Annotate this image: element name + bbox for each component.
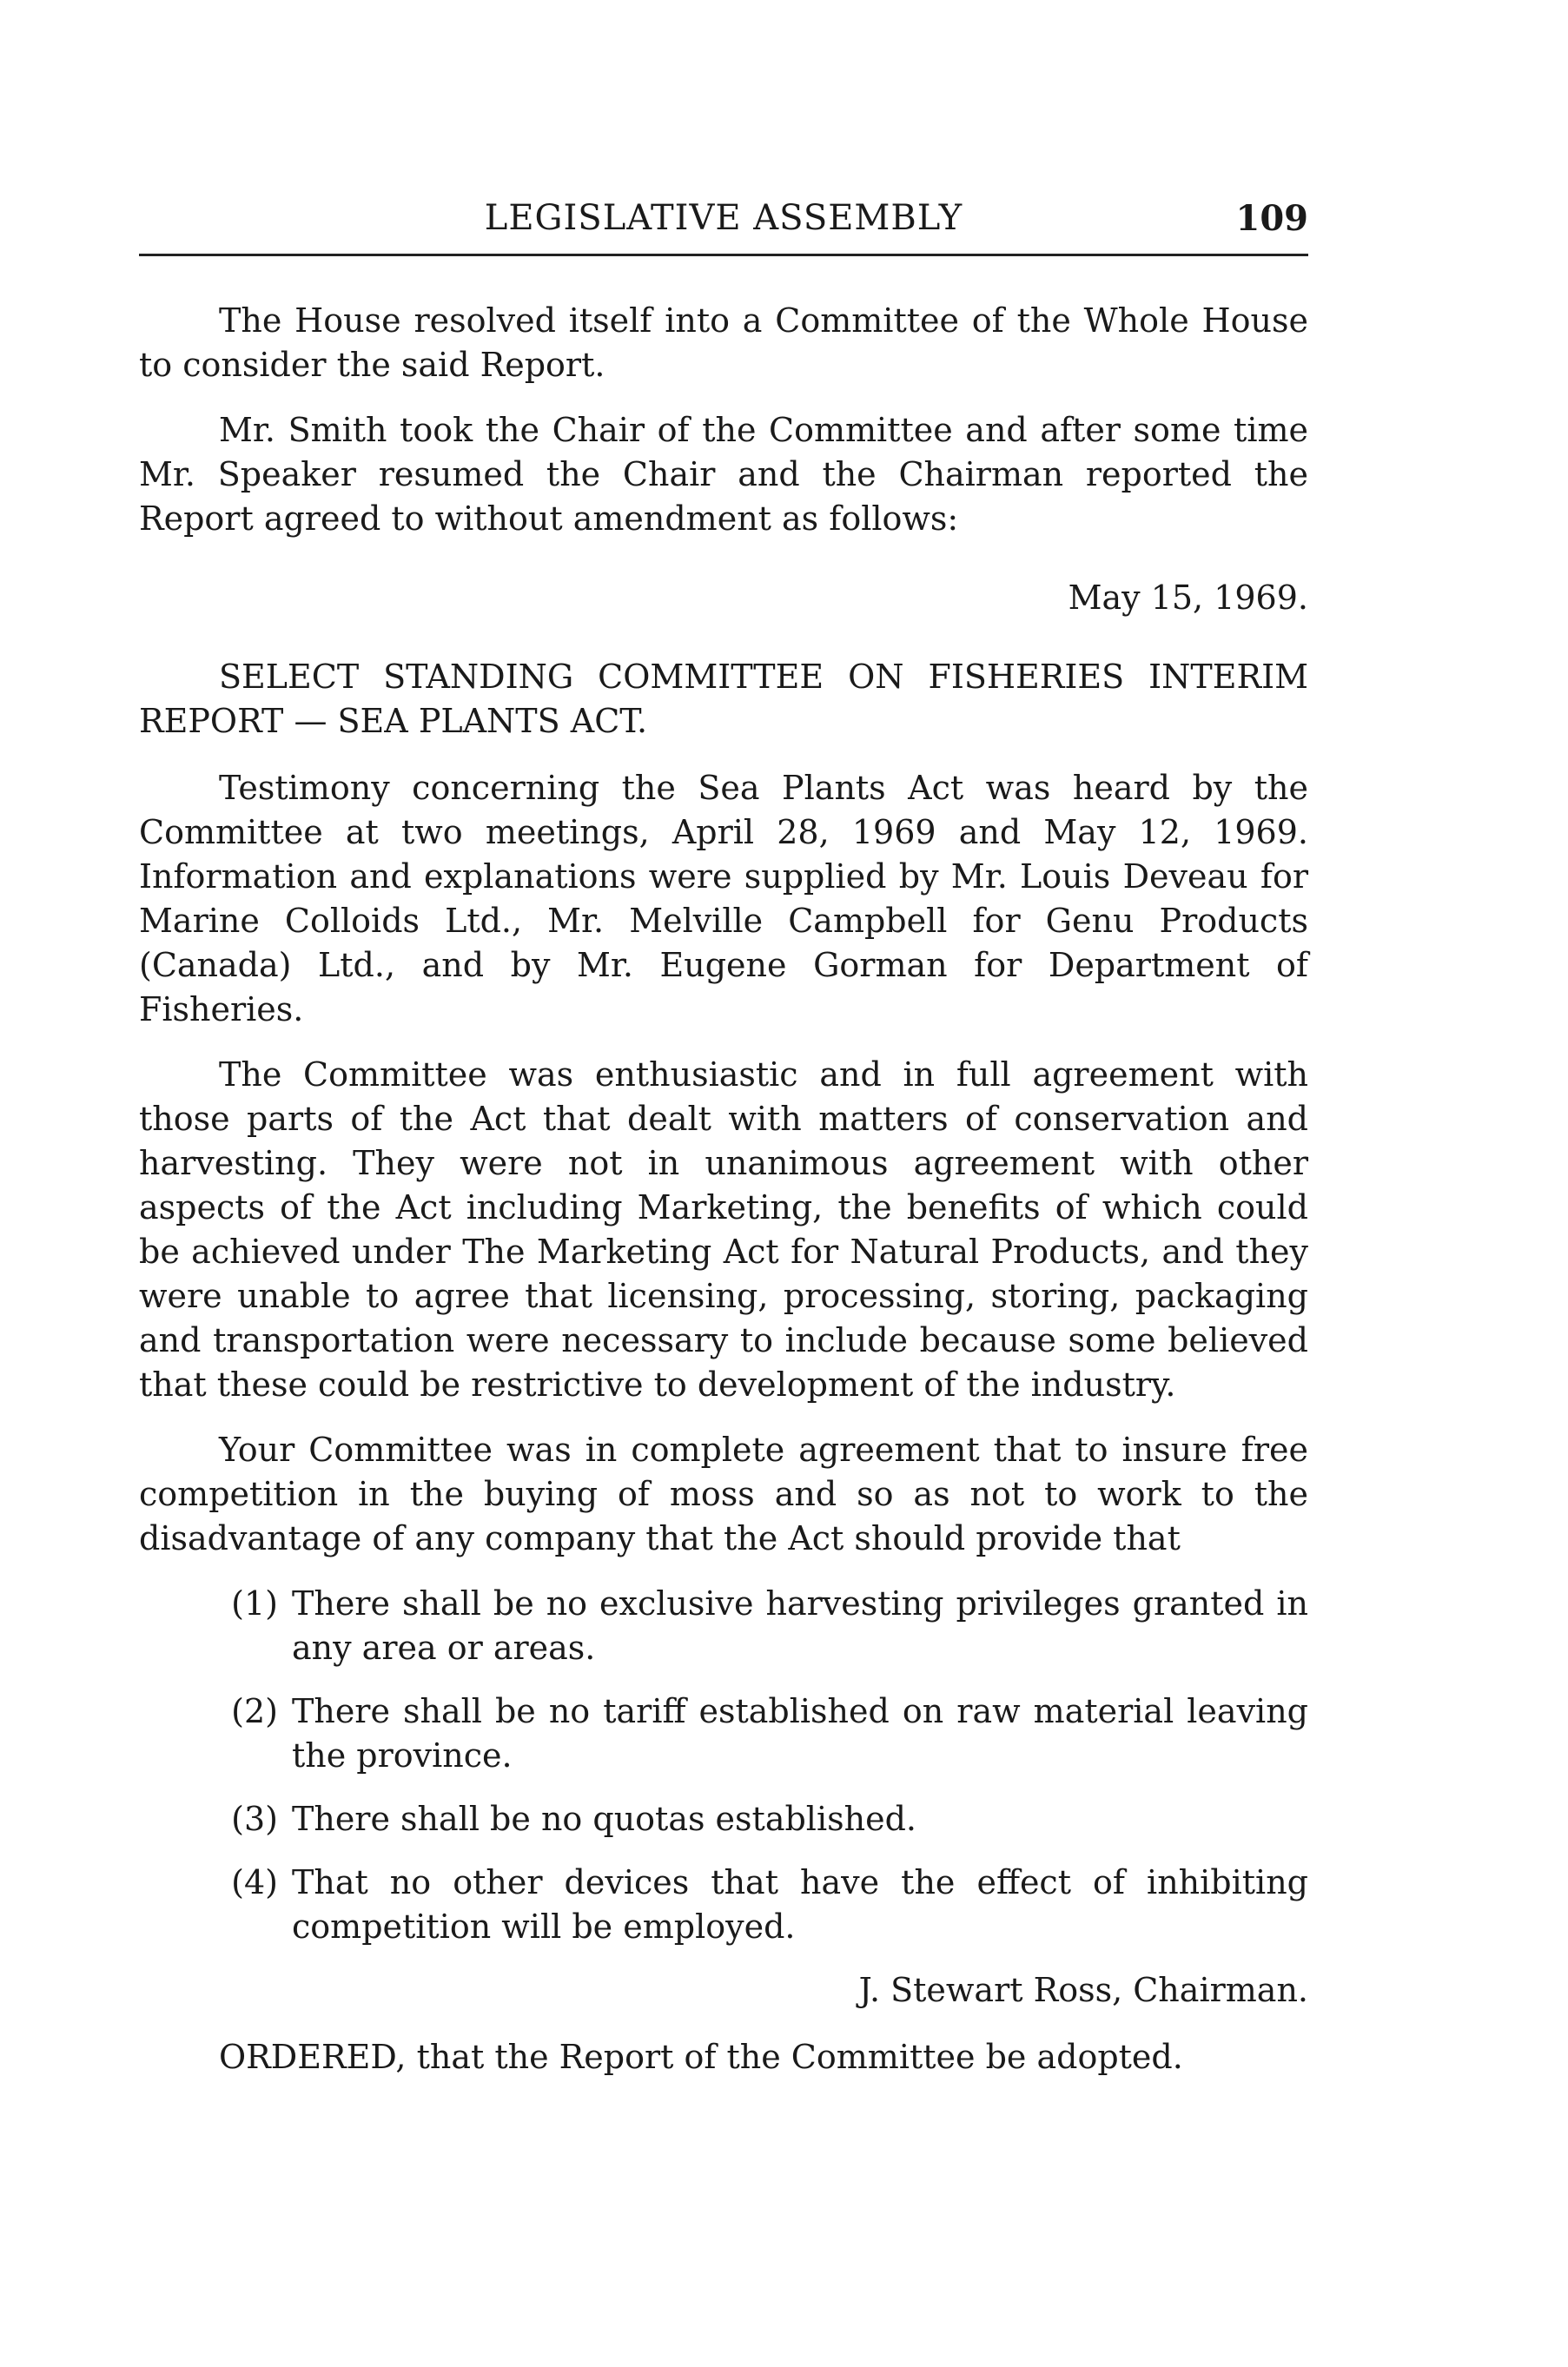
list-item-text: There shall be no quotas established. bbox=[292, 1800, 916, 1838]
report-date: May 15, 1969. bbox=[1068, 579, 1308, 617]
list-item-number: (4) bbox=[231, 1863, 278, 1901]
report-title: SELECT STANDING COMMITTEE ON FISHERIES INTERIM REPORT — SEA PLANTS ACT. bbox=[139, 658, 1308, 740]
chairman-signature: J. Stewart Ross, Chairman. bbox=[858, 1971, 1308, 2009]
list-item-text: There shall be no tariff established on raw material leaving the province. bbox=[292, 1692, 1308, 1775]
list-item bbox=[139, 1582, 1308, 1670]
ordered-statement: ORDERED, that the Report of the Committee be adopted. bbox=[219, 2038, 1183, 2076]
page-header bbox=[139, 198, 1308, 250]
paragraph-chair-report: Mr. Smith took the Chair of the Committee and after some time Mr. Speaker resumed the Chair and the Chairman reported the Report agreed to without amendment as follows: bbox=[139, 411, 1308, 538]
list-item bbox=[139, 1797, 1308, 1841]
paragraph-committee-agreement: The Committee was enthusiastic and in full agreement with those parts of the Act that dealt with matters of conservation and harvesting. They were not in unanimous agreement with other aspects of the Act including Marketing, the benefits of which could be achieved under The Marketing Act for Natural Products, and they were unable to agree that licensing, processing, storing, packaging and transportation were necessary to include because some believed that these could be restrictive to development of the industry. bbox=[139, 1055, 1308, 1404]
document-body bbox=[139, 299, 1308, 2079]
provisions-list bbox=[139, 1582, 1308, 1949]
list-item-number: (3) bbox=[231, 1800, 278, 1838]
page-number: 109 bbox=[1235, 198, 1308, 239]
paragraph-committee-resolved: The House resolved itself into a Committee of the Whole House to consider the said Report. bbox=[139, 301, 1308, 384]
paragraph-free-competition: Your Committee was in complete agreement that to insure free competition in the buying of moss and so as not to work to the disadvantage of any company that the Act should provide that bbox=[139, 1431, 1308, 1557]
list-item-number: (1) bbox=[231, 1584, 278, 1623]
header-rule bbox=[139, 254, 1308, 256]
list-item-number: (2) bbox=[231, 1692, 278, 1730]
list-item bbox=[139, 1689, 1308, 1778]
list-item bbox=[139, 1861, 1308, 1949]
running-head: LEGISLATIVE ASSEMBLY bbox=[484, 198, 963, 238]
list-item-text: There shall be no exclusive harvesting privileges granted in any area or areas. bbox=[292, 1584, 1308, 1667]
paragraph-testimony: Testimony concerning the Sea Plants Act was heard by the Committee at two meetings, April 28, 1969 and May 12, 1969. Information and explanations were supplied by Mr. Louis Deveau for Marine Colloids Ltd., Mr. Melville Campbell for Genu Products (Canada) Ltd., and by Mr. Eugene Gorman for Department of Fisheries. bbox=[139, 769, 1308, 1028]
list-item-text: That no other devices that have the effect of inhibiting competition will be employed. bbox=[292, 1863, 1308, 1946]
